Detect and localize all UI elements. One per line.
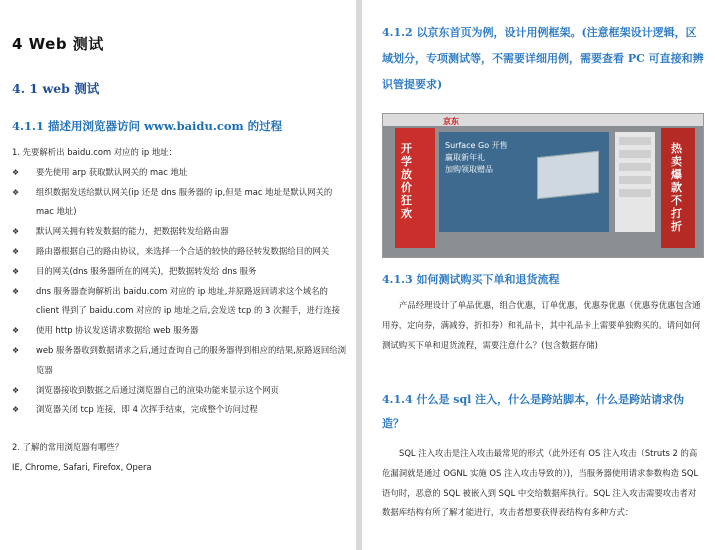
list-item: ❖ 默认网关拥有转发数据的能力，把数据转发给路由器: [12, 222, 350, 242]
left-banner-text: 开学放价狂欢: [401, 142, 412, 220]
side-row: [619, 150, 651, 158]
question-2: 2. 了解的常用浏览器有哪些？: [12, 442, 124, 453]
laptop-image: [537, 151, 599, 200]
promo-line: 加购领取赠品: [445, 165, 493, 174]
list-item: ❖ 目的网关(dns 服务器所在的网关)，把数据转发给 dns 服务: [12, 262, 350, 282]
side-panel: [615, 132, 655, 232]
subsection-heading: 4.1.1 描述用浏览器访问 www.baidu.com 的过程: [12, 119, 283, 133]
diamond-bullet-icon: ❖: [12, 266, 20, 276]
right-page: [362, 0, 715, 550]
right-promo-banner: [661, 128, 695, 248]
right-banner-text: 热卖爆款不打折: [671, 142, 682, 233]
promo-text: [445, 140, 508, 176]
jd-logo: 京东: [443, 117, 459, 126]
section-heading: 4. 1 web 测试: [12, 81, 100, 96]
browser-list: IE, Chrome, Safari, Firefox, Opera: [12, 461, 152, 472]
side-row: [619, 137, 651, 145]
side-row: [619, 176, 651, 184]
promo-line: Surface Go 开售: [445, 141, 508, 150]
subsection-heading-4-1-3: 4.1.3 如何测试购买下单和退货流程: [382, 273, 560, 286]
diamond-bullet-icon: ❖: [12, 286, 20, 296]
list-item: ❖ 组织数据发送给默认网关(ip 还是 dns 服务器的 ip,但是 mac 地址是默认网关的 mac 地址): [12, 183, 350, 223]
list-item: ❖ web 服务器收到数据请求之后,通过查询自己的服务器得到相应的结果,原路返回给浏览器: [12, 341, 350, 381]
side-row: [619, 163, 651, 171]
diamond-bullet-icon: ❖: [12, 345, 20, 355]
promo-line: 赢取新年礼: [445, 153, 485, 162]
diamond-bullet-icon: ❖: [12, 246, 20, 256]
intro-line: 1. 先要解析出 baidu.com 对应的 ip 地址：: [12, 147, 178, 157]
chapter-heading: 4 Web 测试: [12, 35, 104, 53]
list-item: ❖ 要先使用 arp 获取默认网关的 mac 地址: [12, 163, 350, 183]
diamond-bullet-icon: ❖: [12, 187, 20, 197]
list-item: ❖ 路由器根据自己的路由协议，来选择一个合适的较快的路径转发数据给目的网关: [12, 242, 350, 262]
side-row: [619, 189, 651, 197]
list-item: ❖ dns 服务器查询解析出 baidu.com 对应的 ip 地址,并原路返回请求这个域名的 client 得到了 baidu.com 对应的 ip 地址之后,会发送 tcp 的 3 次握手，进行连接: [12, 282, 350, 322]
paragraph-4-1-4: SQL 注入攻击是注入攻击最常见的形式（此外还有 OS 注入攻击（Struts 2 的高危漏洞就是通过 OGNL 实施 OS 注入攻击导致的）)，当服务器使用请求参数构造 SQL 语句时，恶意的 SQL 被嵌入到 SQL 中交给数据库执行。SQL 注入攻击需要攻击者对数据库结构有所了解才能进行，攻击者想要获得表结构有多种方式：: [382, 448, 699, 518]
left-body: [12, 143, 350, 478]
subsection-heading-4-1-2: 4.1.2 以京东首页为例，设计用例框架。(注意框架设计逻辑，区域划分，专项测试等，不需要详细用例，需要查看 PC 可直接和辨识管提要求): [382, 26, 704, 91]
paragraph-4-1-3: 产品经理设计了单品优惠，组合优惠，订单优惠，优惠券优惠（优惠券优惠包含通用券，定向券，满减券，折扣券）和礼品卡，其中礼品卡上需要单独购买的。请问如何测试购买下单和退货流程，需要注意什么？(包含数据存储): [382, 300, 701, 350]
list-item: ❖ 使用 http 协议发送请求数据给 web 服务器: [12, 321, 350, 341]
left-promo-banner: [395, 128, 435, 248]
diamond-bullet-icon: ❖: [12, 385, 20, 395]
list-item: ❖ 浏览器关闭 tcp 连接，即 4 次挥手结束，完成整个访问过程: [12, 400, 350, 420]
center-promo: [439, 132, 609, 232]
list-item: ❖ 浏览器接收到数据之后通过浏览器自己的渲染功能来显示这个网页: [12, 381, 350, 401]
diamond-bullet-icon: ❖: [12, 167, 20, 177]
diamond-bullet-icon: ❖: [12, 405, 20, 415]
diamond-bullet-icon: ❖: [12, 227, 20, 237]
subsection-heading-4-1-4: 4.1.4 什么是 sql 注入，什么是跨站脚本，什么是跨站请求伪造？: [382, 393, 685, 430]
diamond-bullet-icon: ❖: [12, 326, 20, 336]
jd-homepage-photo: [382, 113, 704, 258]
left-page: [0, 0, 356, 550]
photo-top-bar: [383, 114, 703, 126]
